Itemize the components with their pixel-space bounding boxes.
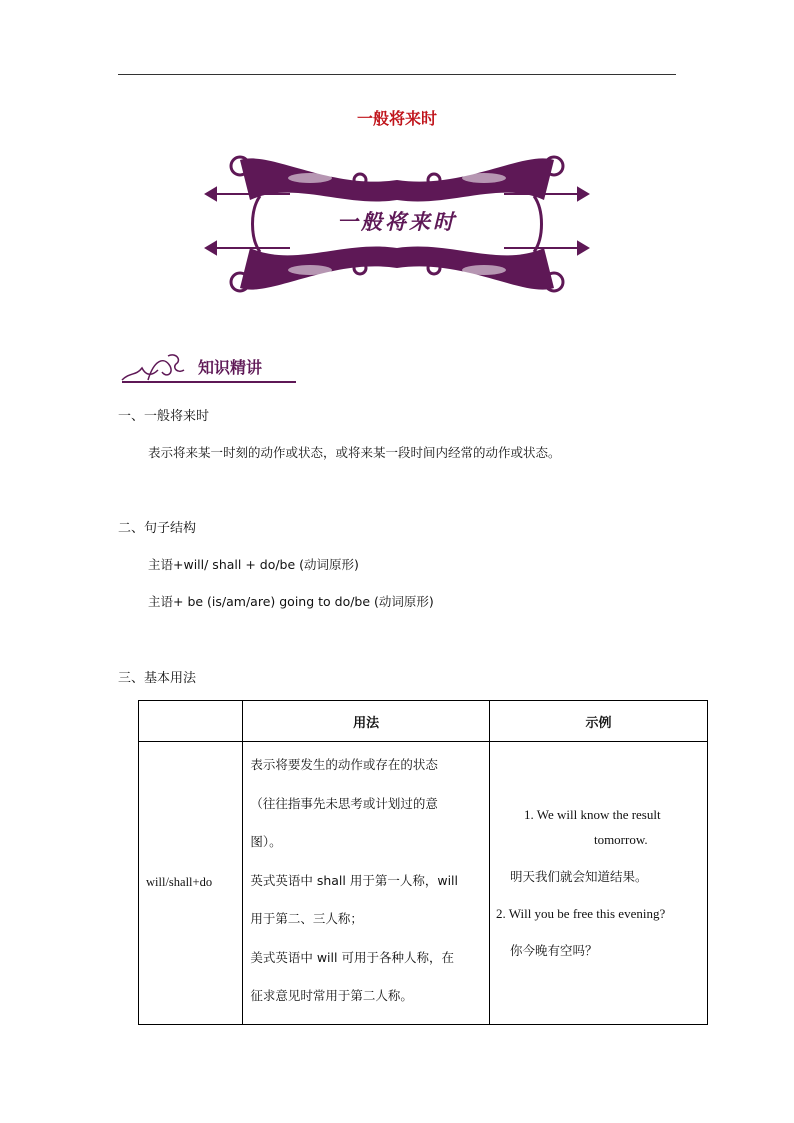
table-header-row [139, 701, 708, 742]
usage-line: 用于第二、三人称； [250, 911, 363, 926]
section-heading-underline [122, 381, 296, 383]
heading-3: 三、基本用法 [118, 671, 197, 686]
usage-cell [243, 742, 490, 1025]
usage-line: 征求意见时常用于第二人称。 [250, 988, 413, 1003]
usage-line: 美式英语中 will 可用于各种人称，在 [250, 949, 454, 965]
usage-line: 图）。 [250, 834, 282, 849]
definition-text: 表示将来某一时刻的动作或状态，或将来某一段时间内经常的动作或状态。 [148, 445, 561, 460]
banner-title: 一般将来时 [337, 209, 457, 234]
header-cell-usage: 用法 [243, 701, 490, 742]
structure-line-1: 主语+will/ shall + do/be (动词原形) [148, 557, 359, 572]
example-2-zh: 你今晚有空吗？ [509, 943, 598, 959]
example-1-en-line1: 1. We will know the result [523, 807, 661, 823]
header-cell-empty [139, 701, 243, 742]
table-row [139, 742, 708, 1025]
usage-line: 英式英语中 shall 用于第一人称，will [250, 872, 458, 888]
row-label: will/shall+do [139, 742, 243, 1025]
header-rule [118, 74, 676, 75]
document-title: 一般将来时 [356, 109, 437, 128]
header-cell-example: 示例 [489, 701, 707, 742]
usage-line: 表示将要发生的动作或存在的状态 [250, 757, 438, 772]
section-heading: 知识精讲 [198, 358, 263, 377]
heading-2: 二、句子结构 [118, 521, 197, 536]
usage-table [138, 700, 708, 1025]
heading-1: 一、一般将来时 [118, 409, 210, 424]
structure-line-2: 主语+ be (is/am/are) going to do/be (动词原形) [148, 594, 434, 609]
example-1-en-line2: tomorrow. [593, 832, 648, 848]
example-1-zh: 明天我们就会知道结果。 [509, 869, 648, 885]
example-cell [489, 742, 707, 1025]
example-2-en: 2. Will you be free this evening? [495, 906, 666, 922]
usage-line: （往往指事先未思考或计划过的意 [250, 795, 438, 811]
